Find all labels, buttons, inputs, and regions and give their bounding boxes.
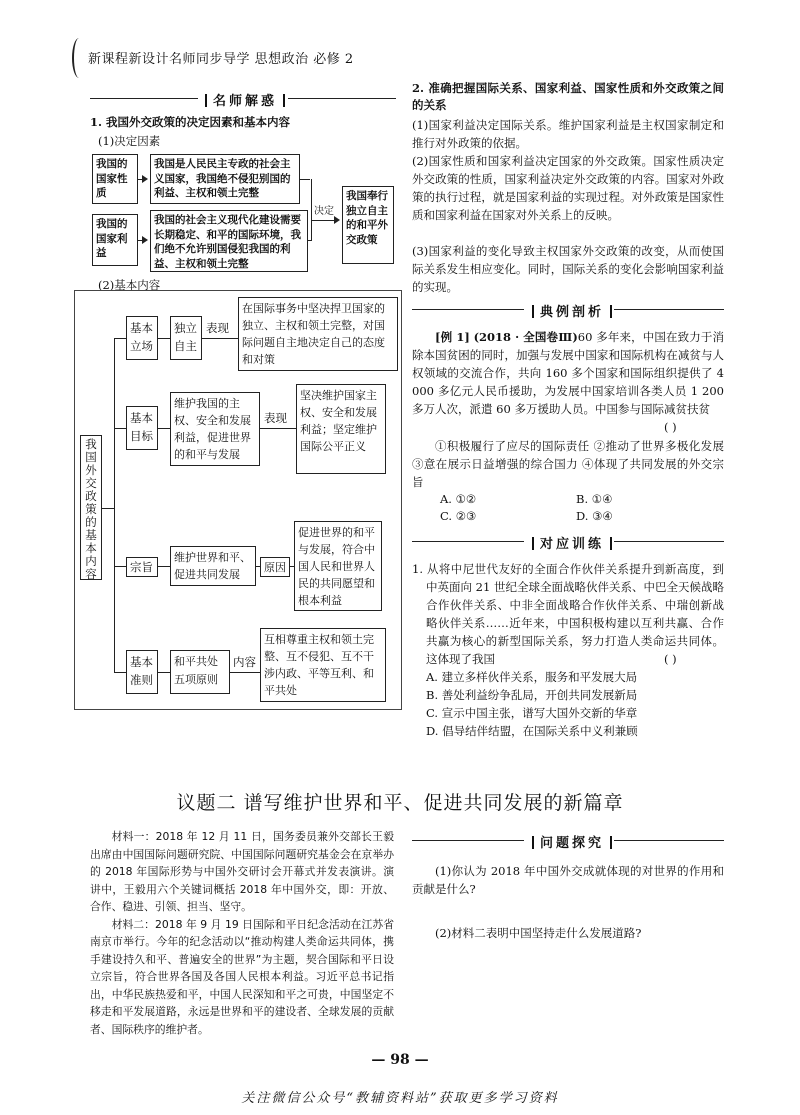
material-block [90,828,394,1038]
example-option-a: A. ①② [440,492,477,506]
page-number: — 98 — [371,1052,429,1068]
section-rule-left [412,309,524,310]
footer-note: 关注微信公众号“教辅资料站”获取更多学习资料 [241,1091,559,1106]
subheading-content: (2)基本内容 [98,278,161,292]
principle-desc: 互相尊重主权和领土完整、互不侵犯、互不干涉内政、平等互利、和平共处 [260,628,386,702]
section-rule-left [90,98,198,99]
factor-desc-interest: 我国的社会主义现代化建设需要长期稳定、和平的国际环境，我们绝不允许别国侵犯我国的利益、主权和领土完整 [150,210,308,272]
heading-2: 2. 准确把握国际关系、国家利益、国家性质和外交政策之间的关系 [412,81,724,112]
subheading-factors: (1)决定因素 [98,134,161,148]
example-answer-bracket: ( ) [664,420,677,434]
relation-point-1: (1)国家利益决定国际关系。维护国家利益是主权国家制定和推行对外政策的依据。 [412,118,724,150]
section-title-explain: 名师解惑 [199,90,291,109]
section-rule-right [614,309,724,310]
branch-principle: 基本准则 [126,650,158,694]
branch-purpose: 宗旨 [126,557,158,577]
practice-question-1: 1. 从将中尼世代友好的全面合作伙伴关系提升到新高度，到中英面向 21 世纪全球全面战略伙伴关系、中巴全天候战略合作伙伴关系、中非全面战略合作伙伴关系、中瑞创新战略伙伴关系……近年来，中国积极构建以互利共赢、合作共赢为核心的新型国际关系，努力打造人类命运共同体。这体现了我国 [412,562,724,666]
purpose-relation: 原因 [260,557,290,577]
relation-point-2: (2)国家性质和国家利益决定国家的外交政策。国家性质决定外交政策的性质，国家利益决定外交政策的内容。国家对外政策的执行过程，就是国家利益的实现过程。对外政策是国家性质和国家利益在国家对外关系上的反映。 [412,154,724,222]
example-option-d: D. ③④ [576,509,613,523]
principle-relation: 内容 [233,655,256,669]
section-rule-right [288,98,396,99]
section-title-example: 典例剖析 [526,301,618,320]
page-header: 新课程新设计名师同步导学 思想政治 必修 2 [88,52,354,67]
heading-1: 1. 我国外交政策的决定因素和基本内容 [90,115,291,129]
goal-mid: 维护我国的主权、安全和发展利益，促进世界的和平与发展 [170,392,260,466]
factor-label-nature: 我国的国家性质 [92,154,138,204]
practice-option-a: A. 建立多样伙伴关系，服务和平发展大局 [426,670,638,684]
decide-label: 决定 [314,206,334,217]
factor-desc-nature: 我国是人民民主专政的社会主义国家，我国绝不侵犯别国的利益、主权和领土完整 [150,154,300,204]
purpose-desc: 促进世界的和平与发展，符合中国人民和世界人民的共同愿望和根本利益 [294,521,382,611]
result-box: 我国奉行独立自主的和平外交政策 [342,186,394,264]
section-rule-right [614,840,724,841]
example-statements: ①积极履行了应尽的国际责任 ②推动了世界多极化发展 ③意在展示日益增强的综合国力 ④体现了共同发展的外交宗旨 [412,439,724,489]
inquiry-question-2: (2)材料二表明中国坚持走什么发展道路? [435,926,642,940]
example-option-b: B. ①④ [576,492,613,506]
connector [138,179,144,180]
example-stem [412,328,724,418]
example-text: 60 多年来，中国在致力于消除本国贫困的同时，加强与发展中国家和国际机构在减贫与人权领域的交流合作，共向 160 多个国家和国际组织提供了 4 000 多亿元人民币援助，为发展中国家培训各类人员 1 200 多万人次，派遣 60 多万援助人员。中国参与国际减贫扶贫 [412,330,725,416]
content-tree-frame [74,290,402,710]
purpose-mid: 维护世界和平、促进共同发展 [170,546,256,586]
section-rule-left [412,541,524,542]
relation-point-3: (3)国家利益的变化导致主权国家外交政策的改变，从而使国际关系发生相应变化。同时，国际关系的变化会影响国家利益的实现。 [412,244,724,294]
practice-option-b: B. 善处利益纷争乱局，开创共同发展新局 [426,688,638,702]
section-title-practice: 对应训练 [526,533,618,552]
principle-mid: 和平共处五项原则 [170,650,230,694]
section-rule-left [412,840,524,841]
section-rule-right [614,541,724,542]
topic-title: 议题二 谱写维护世界和平、促进共同发展的新篇章 [176,792,624,814]
stance-desc: 在国际事务中坚决捍卫国家的独立、主权和领土完整，对国际问题自主地决定自己的态度和对策 [238,297,398,371]
inquiry-question-1: (1)你认为 2018 年中国外交成就体现的对世界的作用和贡献是什么? [412,864,724,896]
practice-option-c: C. 宣示中国主张，谱写大国外交新的华章 [426,706,638,720]
stance-relation: 表现 [206,321,229,335]
goal-desc: 坚决维护国家主权、安全和发展利益；坚定维护国际公平正义 [296,384,386,474]
factor-label-interest: 我国的国家利益 [92,214,138,266]
branch-goal: 基本目标 [126,406,158,450]
connector [300,179,310,180]
stance-mid: 独立自主 [170,316,202,360]
practice-answer-bracket: ( ) [664,652,677,666]
arrow-right-icon [334,216,340,224]
branch-stance: 基本立场 [126,316,158,360]
example-tag: [例 1] [435,330,470,344]
connector [311,179,312,240]
material-1: 材料一：2018 年 12 月 11 日，国务委员兼外交部长王毅出席由中国国际问题研究院、中国国际问题研究基金会在京举办的 2018 年国际形势与中国外交研讨会开幕式并发表演讲。演讲中，王毅用六个关键词概括 2018 年中国外交，即：开放、合作、稳进、引领、担当、坚守。 [90,830,394,913]
arrow-right-icon [142,236,148,244]
section-title-inquiry: 问题探究 [526,832,618,851]
header-bracket [72,38,86,78]
example-source: (2018 · 全国卷Ⅲ) [473,330,578,344]
connector [308,240,312,241]
example-option-c: C. ②③ [440,509,477,523]
connector [311,220,335,221]
tree-root-label: 我国外交政策的基本内容 [85,437,97,581]
goal-relation: 表现 [264,411,287,425]
practice-option-d: D. 倡导结伴结盟，在国际关系中义利兼顾 [426,724,638,738]
material-2: 材料二：2018 年 9 月 19 日国际和平日纪念活动在江苏省南京市举行。今年的纪念活动以“推动构建人类命运共同体，携手建设持久和平、普遍安全的世界”为主题，契合国际和平日设立宗旨，符合世界各国及各国人民根本利益。习近平总书记指出，中华民族热爱和平，中国人民深知和平之可贵，中国坚定不移走和平发展道路，永远是世界和平的建设者、全球发展的贡献者、国际秩序的维护者。 [90,917,394,1036]
